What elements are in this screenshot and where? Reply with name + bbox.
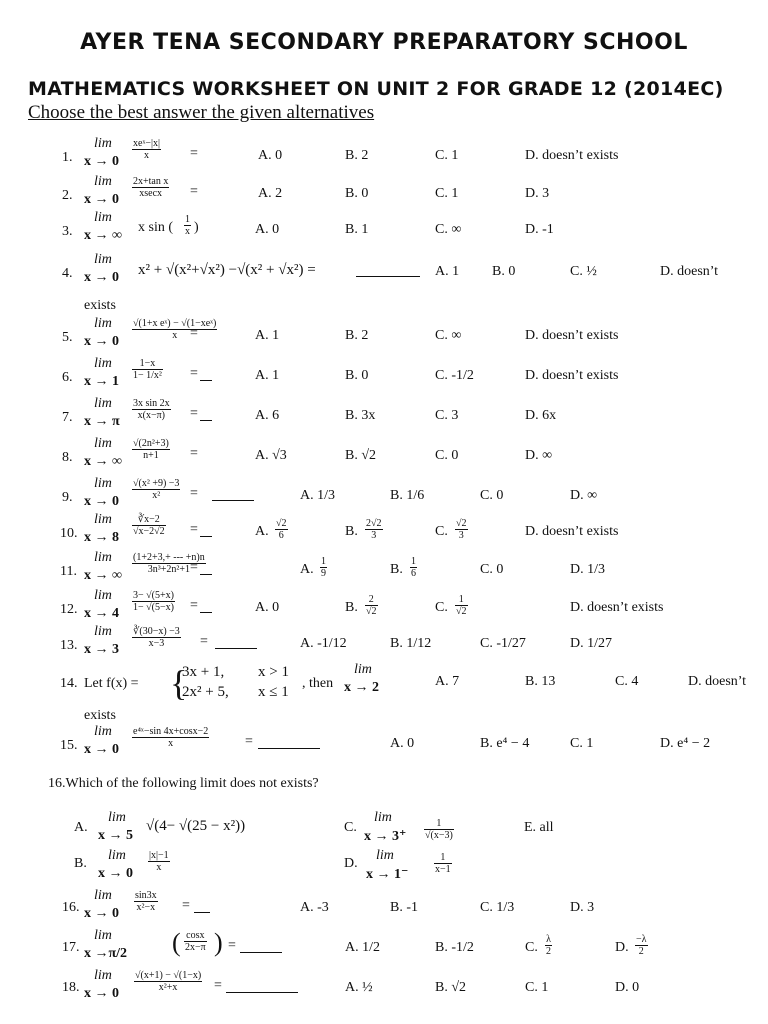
fraction [455,594,468,617]
option-c[interactable]: C. [435,600,448,615]
lim-label: lim [108,810,126,825]
numerator: 2√2 [366,518,382,529]
question-number: 5. [62,330,73,345]
numerator: λ [546,934,551,945]
option-a[interactable]: A. 1 [435,264,460,279]
numerator: √(x+1) − √(1−x) [135,970,202,981]
lim-subscript: x → 1⁻ [366,867,409,882]
fraction [132,514,166,537]
option-d[interactable]: D. e⁴ − 2 [660,736,711,751]
piece-2-cond: x ≤ 1 [258,684,289,700]
q16-stem: 16.Which of the following limit does not exists? [48,776,319,791]
lim-subscript: x → 0 [84,334,119,349]
answer-blank[interactable] [212,488,254,501]
expression: x² + √(x²+√x²) −√(x² + √x²) = [138,262,316,278]
answer-blank[interactable] [240,940,282,953]
option-a[interactable]: A. 1/2 [345,940,380,955]
option-a[interactable]: A. √3 [255,448,287,463]
fraction [424,818,454,841]
lim-subscript: x → 8 [84,530,119,545]
fraction [434,852,452,875]
denominator: 3 [458,530,464,541]
option-b[interactable]: B. √2 [435,980,467,995]
option-c[interactable]: C. ½ [570,264,597,279]
lim-subscript: x → 5 [98,828,133,843]
lim-label: lim [94,252,112,267]
option-a[interactable]: A. 0 [255,222,280,237]
fraction [410,556,417,579]
lim-label: lim [376,848,394,863]
lim-label: lim [94,724,112,739]
option-c[interactable]: C. 1 [435,186,459,201]
numerator: 3− √(5+x) [133,590,174,601]
option-b[interactable]: B. 1/12 [390,636,432,651]
option-b[interactable]: B. e⁴ − 4 [480,736,530,751]
option-a[interactable]: A. [300,562,314,577]
numerator: 1 [321,556,326,567]
question-number: 7. [62,410,73,425]
option-b[interactable]: B. 1/6 [390,488,425,503]
option-c[interactable]: C. 4 [615,674,639,689]
option-d[interactable]: D. -1 [525,222,554,237]
lim-subscript: x → 0 [84,742,119,757]
option-d[interactable]: D. 0 [615,980,640,995]
numerator: 1−x [132,358,163,370]
option-b[interactable]: B. -1/2 [435,940,474,955]
question-number: 8. [62,450,73,465]
lim-subscript: x → π [84,414,120,429]
option-b[interactable]: B. 13 [525,674,556,689]
question-number: 17. [62,940,80,955]
lim-label: lim [94,624,112,639]
numerator: √2 [276,518,287,529]
lim-label: lim [94,550,112,565]
denominator: 3 [371,530,377,541]
option-d[interactable]: D. 6x [525,408,557,423]
option-a[interactable]: A. 1/3 [300,488,335,503]
fraction [132,478,180,501]
numerator: 1 [434,852,452,864]
denominator: 6 [278,530,284,541]
denominator: x [172,330,178,341]
lim-subscript: x → ∞ [84,228,122,243]
q16-option-e[interactable]: E. all [524,820,554,835]
numerator: 2 [365,594,378,606]
lim-subscript: x → 0 [84,154,119,169]
lim-label: lim [94,588,112,603]
fraction [132,726,209,749]
equals: = [190,522,198,537]
question-number: 1. [62,150,73,165]
equals: = [190,326,198,341]
numerator: 1 [424,818,454,830]
lim-label: lim [94,174,112,189]
fraction [132,398,171,421]
question-number: 15. [60,738,78,753]
denominator: x² [152,490,161,501]
lim-subscript: x → 0 [84,270,119,285]
option-c[interactable]: C. 0 [480,562,504,577]
option-c[interactable]: C. [525,940,538,955]
fraction [545,934,552,957]
lim-subscript: x → 2 [344,680,379,695]
question-number: 4. [62,266,73,281]
option-d[interactable]: D. doesn’t exists [570,600,664,615]
option-c[interactable]: C. 3 [435,408,459,423]
option-b[interactable]: B. [390,562,403,577]
lim-subscript: x → 3 [84,642,119,657]
numerator: 2x+tan x [133,176,169,187]
option-c[interactable]: C. 1/3 [480,900,515,915]
option-c[interactable]: C. ∞ [435,328,462,343]
piece-1: 3x + 1, [182,664,225,680]
denominator: 6 [411,568,416,579]
lim-label: lim [108,848,126,863]
fraction [365,518,383,541]
q16-a-expr: √(4− √(25 − x²)) [146,818,246,834]
option-b[interactable]: B. 3x [345,408,376,423]
option-d[interactable]: D. doesn’t exists [525,148,619,163]
option-a[interactable]: A. 6 [255,408,280,423]
fraction [132,626,181,649]
option-b[interactable]: B. 2 [345,328,369,343]
option-a[interactable]: A. -1/12 [300,636,347,651]
lim-subscript: x → 0 [84,986,119,1001]
numerator: e⁴ˣ−sin 4x+cosx−2 [133,726,209,737]
option-d[interactable]: D. doesn’t exists [525,524,619,539]
question-number: 11. [60,564,77,579]
lim-label: lim [94,512,112,527]
option-d[interactable]: D. 3 [570,900,595,915]
q16-option-a[interactable]: A. [74,820,88,835]
question-text: Let f(x) = [84,676,139,691]
continued-text: exists [84,708,116,723]
option-d[interactable]: D. doesn’t [688,674,747,689]
lim-subscript: x → 0 [84,192,119,207]
numerator: √(2n²+3) [133,438,169,449]
option-d[interactable]: D. [615,940,629,955]
answer-blank[interactable] [215,636,257,649]
numerator: (1+2+3,+ --- +n)n [133,552,205,563]
lim-subscript: x → 0 [98,866,133,881]
option-d[interactable]: D. doesn’t exists [525,328,619,343]
answer-blank[interactable] [356,264,420,277]
close-paren: ) [194,220,199,235]
question-number: 12. [60,602,78,617]
denominator: 2 [638,946,644,957]
lim-label: lim [94,210,112,225]
option-a[interactable]: A. [255,524,269,539]
lim-label: lim [94,316,112,331]
option-a[interactable]: A. -3 [300,900,329,915]
question-number: 3. [62,224,73,239]
lim-subscript: x → 0 [84,494,119,509]
option-d[interactable]: D. 1/27 [570,636,612,651]
option-c[interactable]: C. 1 [570,736,594,751]
numerator: |x|−1 [149,850,169,861]
lim-subscript: x → ∞ [84,454,122,469]
instruction: Choose the best answer the given alternatives [28,102,375,123]
numerator: √(x² +9) −3 [133,478,180,489]
denominator: √x−2√2 [133,526,165,537]
numerator: 1 [411,556,416,567]
option-c[interactable]: C. 0 [480,488,504,503]
denominator: 1− √(5−x) [133,602,174,613]
option-b[interactable]: B. -1 [390,900,418,915]
lim-label: lim [94,396,112,411]
answer-blank[interactable] [258,736,320,749]
fraction [320,556,327,579]
fraction [365,594,378,617]
numerator: cosx [184,930,207,942]
option-c[interactable]: C. -1/27 [480,636,526,651]
answer-blank[interactable] [200,524,212,537]
option-a[interactable]: A. 2 [258,186,283,201]
equals: = [190,184,198,199]
paren-left: ( [172,928,181,957]
denominator: 2 [546,946,551,957]
answer-blank[interactable] [200,562,212,575]
lim-subscript: x → 4 [84,606,119,621]
denominator: n+1 [143,450,159,461]
option-d[interactable]: D. 1/3 [570,562,605,577]
q16-option-d[interactable]: D. [344,856,358,871]
option-a[interactable]: A. 0 [255,600,280,615]
option-a[interactable]: A. 0 [258,148,283,163]
option-c[interactable]: C. ∞ [435,222,462,237]
option-a[interactable]: A. 0 [390,736,415,751]
denominator: x−1 [435,864,451,875]
paren-right: ) [214,928,223,957]
denominator: √2 [366,606,377,617]
lim-label: lim [94,356,112,371]
equals: = [190,406,198,421]
option-b[interactable]: B. [345,524,358,539]
denominator: √(x−3) [425,830,453,841]
question-number: 9. [62,490,73,505]
numerator: 1 [185,214,190,225]
then-text: , then [302,676,334,691]
question-number: 10. [60,526,78,541]
option-d[interactable]: D. 3 [525,186,550,201]
denominator: 1− 1/x² [133,370,162,381]
lim-label: lim [94,888,112,903]
option-b[interactable]: B. 1 [345,222,369,237]
option-b[interactable]: B. 0 [345,186,369,201]
numerator: 1 [455,594,468,606]
fraction [132,358,163,381]
school-title: AYER TENA SECONDARY PREPARATORY SCHOOL [80,30,688,55]
numerator: √(1+x eˣ) − √(1−xeˣ) [133,318,217,329]
answer-blank[interactable] [226,980,298,993]
fraction [132,590,175,613]
option-b[interactable]: B. 2 [345,148,369,163]
numerator: 3x sin 2x [133,398,170,409]
equals: = [190,598,198,613]
lim-label: lim [94,968,112,983]
numerator: sin3x [135,890,157,901]
numerator: √2 [456,518,467,529]
question-number: 2. [62,188,73,203]
denominator: x²+x [158,982,178,993]
expression: x sin ( [138,220,173,235]
denominator: x(x−π) [137,410,166,421]
denominator: x [168,738,174,749]
numerator: −λ [636,934,647,945]
equals: = [190,446,198,461]
denominator: 9 [321,568,326,579]
question-number: 14. [60,676,78,691]
fraction [134,970,202,993]
lim-label: lim [94,476,112,491]
option-a[interactable]: A. 1 [255,328,280,343]
option-c[interactable]: C. [435,524,448,539]
fraction [635,934,648,957]
lim-label: lim [94,136,112,151]
worksheet-subtitle: MATHEMATICS WORKSHEET ON UNIT 2 FOR GRADE 12 (2014EC) [28,78,724,100]
option-d[interactable]: D. ∞ [570,488,598,503]
question-number: 18. [62,980,80,995]
fraction [132,438,170,461]
piece-1-cond: x > 1 [258,664,289,680]
option-d[interactable]: D. ∞ [525,448,553,463]
equals: = [190,560,198,575]
continued-text: exists [84,298,116,313]
denominator: x²−x [136,902,156,913]
equals: = [190,366,198,381]
numerator: ∛x−2 [132,514,166,526]
numerator: xeˣ−|x| [133,138,160,149]
denominator: 2x−π [185,942,206,953]
lim-subscript: x → 3⁺ [364,829,407,844]
q16-option-b[interactable]: B. [74,856,87,871]
denominator: x [143,150,149,161]
answer-blank[interactable] [200,368,212,381]
lim-label: lim [94,928,112,943]
denominator: xsecx [139,188,163,199]
denominator: x [156,862,162,873]
equals: = [200,634,208,649]
fraction [184,930,207,953]
answer-blank[interactable] [194,900,210,913]
question-number: 13. [60,638,78,653]
option-a[interactable]: A. ½ [345,980,373,995]
question-number: 6. [62,370,73,385]
option-c[interactable]: C. 1 [525,980,549,995]
option-b[interactable]: B. 0 [492,264,516,279]
option-c[interactable]: C. 1 [435,148,459,163]
fraction [455,518,468,541]
piece-2: 2x² + 5, [182,684,229,700]
denominator: x [185,226,190,237]
fraction [132,138,161,161]
denominator: x−3 [148,638,165,649]
equals: = [214,978,222,993]
answer-blank[interactable] [200,408,212,421]
lim-subscript: x →π/2 [84,946,128,961]
equals: = [190,486,198,501]
answer-blank[interactable] [200,600,212,613]
numerator: ∛(30−x) −3 [133,626,180,637]
option-a[interactable]: A. 1 [255,368,280,383]
denominator: 3n³+2n²+1 [147,564,190,575]
piece-brace: { [170,663,188,703]
fraction [184,214,191,237]
option-d[interactable]: D. doesn’t exists [525,368,619,383]
option-b[interactable]: B. √2 [345,448,377,463]
equals: = [190,146,198,161]
option-b[interactable]: B. 0 [345,368,369,383]
fraction [148,850,170,873]
fraction [275,518,288,541]
lim-subscript: x → 0 [84,906,119,921]
option-d[interactable]: D. doesn’t [660,264,719,279]
lim-subscript: x → ∞ [84,568,122,583]
denominator: √2 [456,606,467,617]
fraction [132,318,217,341]
lim-label: lim [374,810,392,825]
fraction [134,890,158,913]
lim-label: lim [354,662,372,677]
lim-label: lim [94,436,112,451]
q16-option-c[interactable]: C. [344,820,357,835]
option-c[interactable]: C. 0 [435,448,459,463]
equals: = [228,938,236,953]
option-c[interactable]: C. -1/2 [435,368,474,383]
option-b[interactable]: B. [345,600,358,615]
fraction [132,176,169,199]
question-number: 16. [62,900,80,915]
equals: = [245,734,253,749]
option-a[interactable]: A. 7 [435,674,460,689]
lim-subscript: x → 1 [84,374,119,389]
equals: = [182,898,190,913]
